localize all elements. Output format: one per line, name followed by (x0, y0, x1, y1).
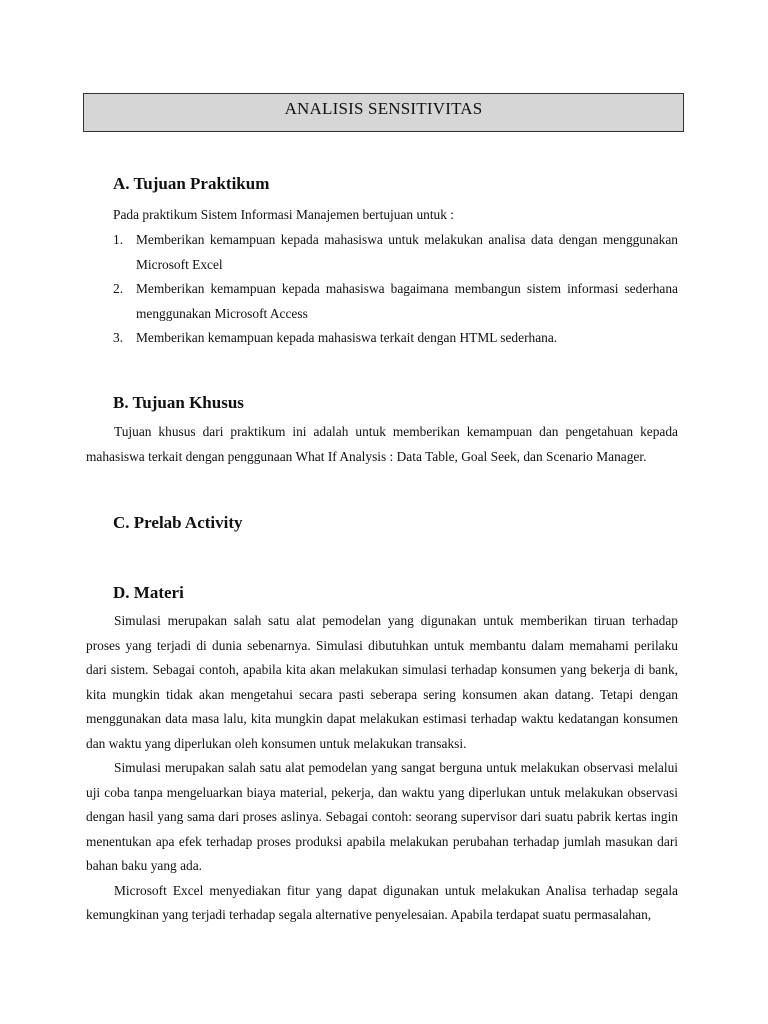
section-a-list (113, 228, 678, 351)
section-d-body (86, 609, 678, 928)
list-item-text: Memberikan kemampuan kepada mahasiswa terkait dengan HTML sederhana. (136, 330, 558, 345)
section-b-heading: B. Tujuan Khusus (113, 393, 244, 412)
list-item-number: 3. (113, 330, 124, 345)
section-a-intro: Pada praktikum Sistem Informasi Manajemen bertujuan untuk : (113, 207, 455, 222)
list-item-text: Memberikan kemampuan kepada mahasiswa untuk melakukan analisa data dengan menggunakan Microsoft Excel (136, 232, 678, 272)
list-item-number: 1. (113, 232, 124, 247)
section-d-heading: D. Materi (113, 583, 184, 602)
section-d-paragraph-2: Simulasi merupakan salah satu alat pemodelan yang sangat berguna untuk melakukan observasi melalui uji coba tanpa mengeluarkan biaya material, pekerja, dan waktu yang diperlukan untuk melakukan observasi dengan hasil yang sama dari proses aslinya. Sebagai contoh: seorang supervisor dari suatu pabrik kertas ingin menentukan apa efek terhadap proses produksi apabila melakukan perubahan terhadap jumlah masukan dari bahan baku yang ada. (86, 760, 678, 873)
list-item-text: Memberikan kemampuan kepada mahasiswa bagaimana membangun sistem informasi sederhana menggunakan Microsoft Access (136, 281, 678, 321)
list-item-number: 2. (113, 281, 124, 296)
list-item (113, 228, 678, 277)
section-a-heading: A. Tujuan Praktikum (113, 174, 270, 193)
page-title: ANALISIS SENSITIVITAS (83, 93, 684, 132)
list-item (113, 277, 678, 326)
section-c-heading: C. Prelab Activity (113, 513, 243, 532)
list-item (113, 326, 678, 351)
section-d-paragraph-3: Microsoft Excel menyediakan fitur yang dapat digunakan untuk melakukan Analisa terhadap segala kemungkinan yang terjadi terhadap segala alternative penyelesaian. Apabila terdapat suatu permasalahan, (86, 882, 678, 922)
section-b-paragraph: Tujuan khusus dari praktikum ini adalah untuk memberikan kemampuan dan pengetahuan kepada mahasiswa terkait dengan penggunaan What If Analysis : Data Table, Goal Seek, dan Scenario Manager. (86, 424, 678, 464)
section-d-paragraph-1: Simulasi merupakan salah satu alat pemodelan yang digunakan untuk memberikan tiruan terhadap proses yang terjadi di dunia sebenarnya. Simulasi dibutuhkan untuk membantu dalam memahami perilaku dari sistem. Sebagai contoh, apabila kita akan melakukan simulasi terhadap konsumen yang bekerja di bank, kita mungkin tidak akan mengetahui secara pasti seberapa sering konsumen akan datang. Tetapi dengan menggunakan data masa lalu, kita mungkin dapat melakukan estimasi terhadap waktu kedatangan konsumen dan waktu yang diperlukan oleh konsumen untuk melakukan transaksi. (86, 613, 678, 751)
